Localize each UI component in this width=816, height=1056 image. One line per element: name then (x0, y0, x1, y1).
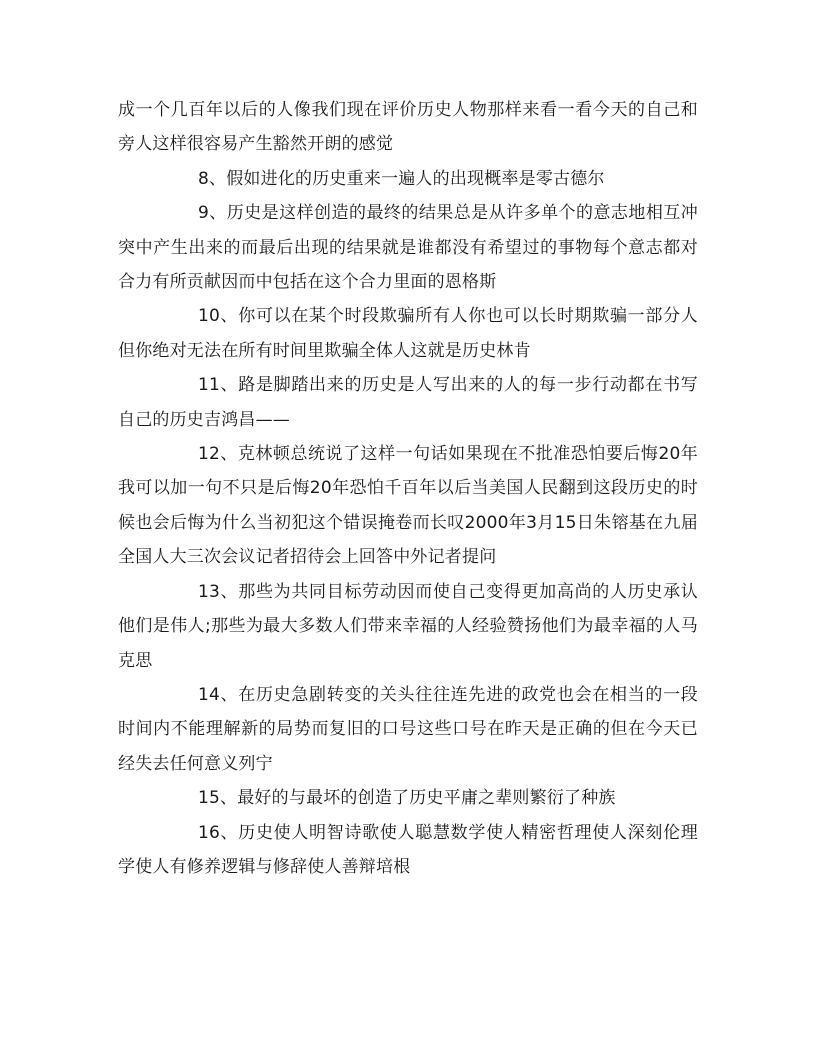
paragraph-quote-9: 9、历史是这样创造的最终的结果总是从许多单个的意志地相互冲突中产生出来的而最后出现的结果就是谁都没有希望过的事物每个意志都对合力有所贡献因而中包括在这个合力里面的恩格斯 (118, 203, 698, 293)
paragraph-quote-14: 14、在历史急剧转变的关头往往连先进的政党也会在相当的一段时间内不能理解新的局势而复旧的口号这些口号在昨天是正确的但在今天已经失去任何意义列宁 (118, 684, 698, 774)
document-body (118, 93, 698, 884)
paragraph-quote-11: 11、路是脚踏出来的历史是人写出来的人的每一步行动都在书写自己的历史吉鸿昌—— (118, 375, 698, 430)
paragraph-quote-15: 15、最好的与最坏的创造了历史平庸之辈则繁衍了种族 (198, 788, 616, 809)
paragraph-quote-8: 8、假如进化的历史重来一遍人的出现概率是零古德尔 (198, 168, 605, 189)
paragraph-quote-13: 13、那些为共同目标劳动因而使自己变得更加高尚的人历史承认他们是伟人;那些为最大多数人们带来幸福的人经验赞扬他们为最幸福的人马克思 (118, 581, 698, 671)
paragraph-continuation: 成一个几百年以后的人像我们现在评价历史人物那样来看一看今天的自己和旁人这样很容易产生豁然开朗的感觉 (118, 100, 698, 155)
paragraph-quote-12: 12、克林顿总统说了这样一句话如果现在不批准恐怕要后悔20年我可以加一句不只是后悔20年恐怕千百年以后当美国人民翻到这段历史的时候也会后悔为什么当初犯这个错误掩卷而长叹2000年3月15日朱镕基在九届全国人大三次会议记者招待会上回答中外记者提问 (118, 444, 698, 568)
paragraph-quote-16: 16、历史使人明智诗歌使人聪慧数学使人精密哲理使人深刻伦理学使人有修养逻辑与修辞使人善辩培根 (118, 822, 698, 877)
paragraph-quote-10: 10、你可以在某个时段欺骗所有人你也可以长时期欺骗一部分人但你绝对无法在所有时间里欺骗全体人这就是历史林肯 (118, 306, 698, 361)
